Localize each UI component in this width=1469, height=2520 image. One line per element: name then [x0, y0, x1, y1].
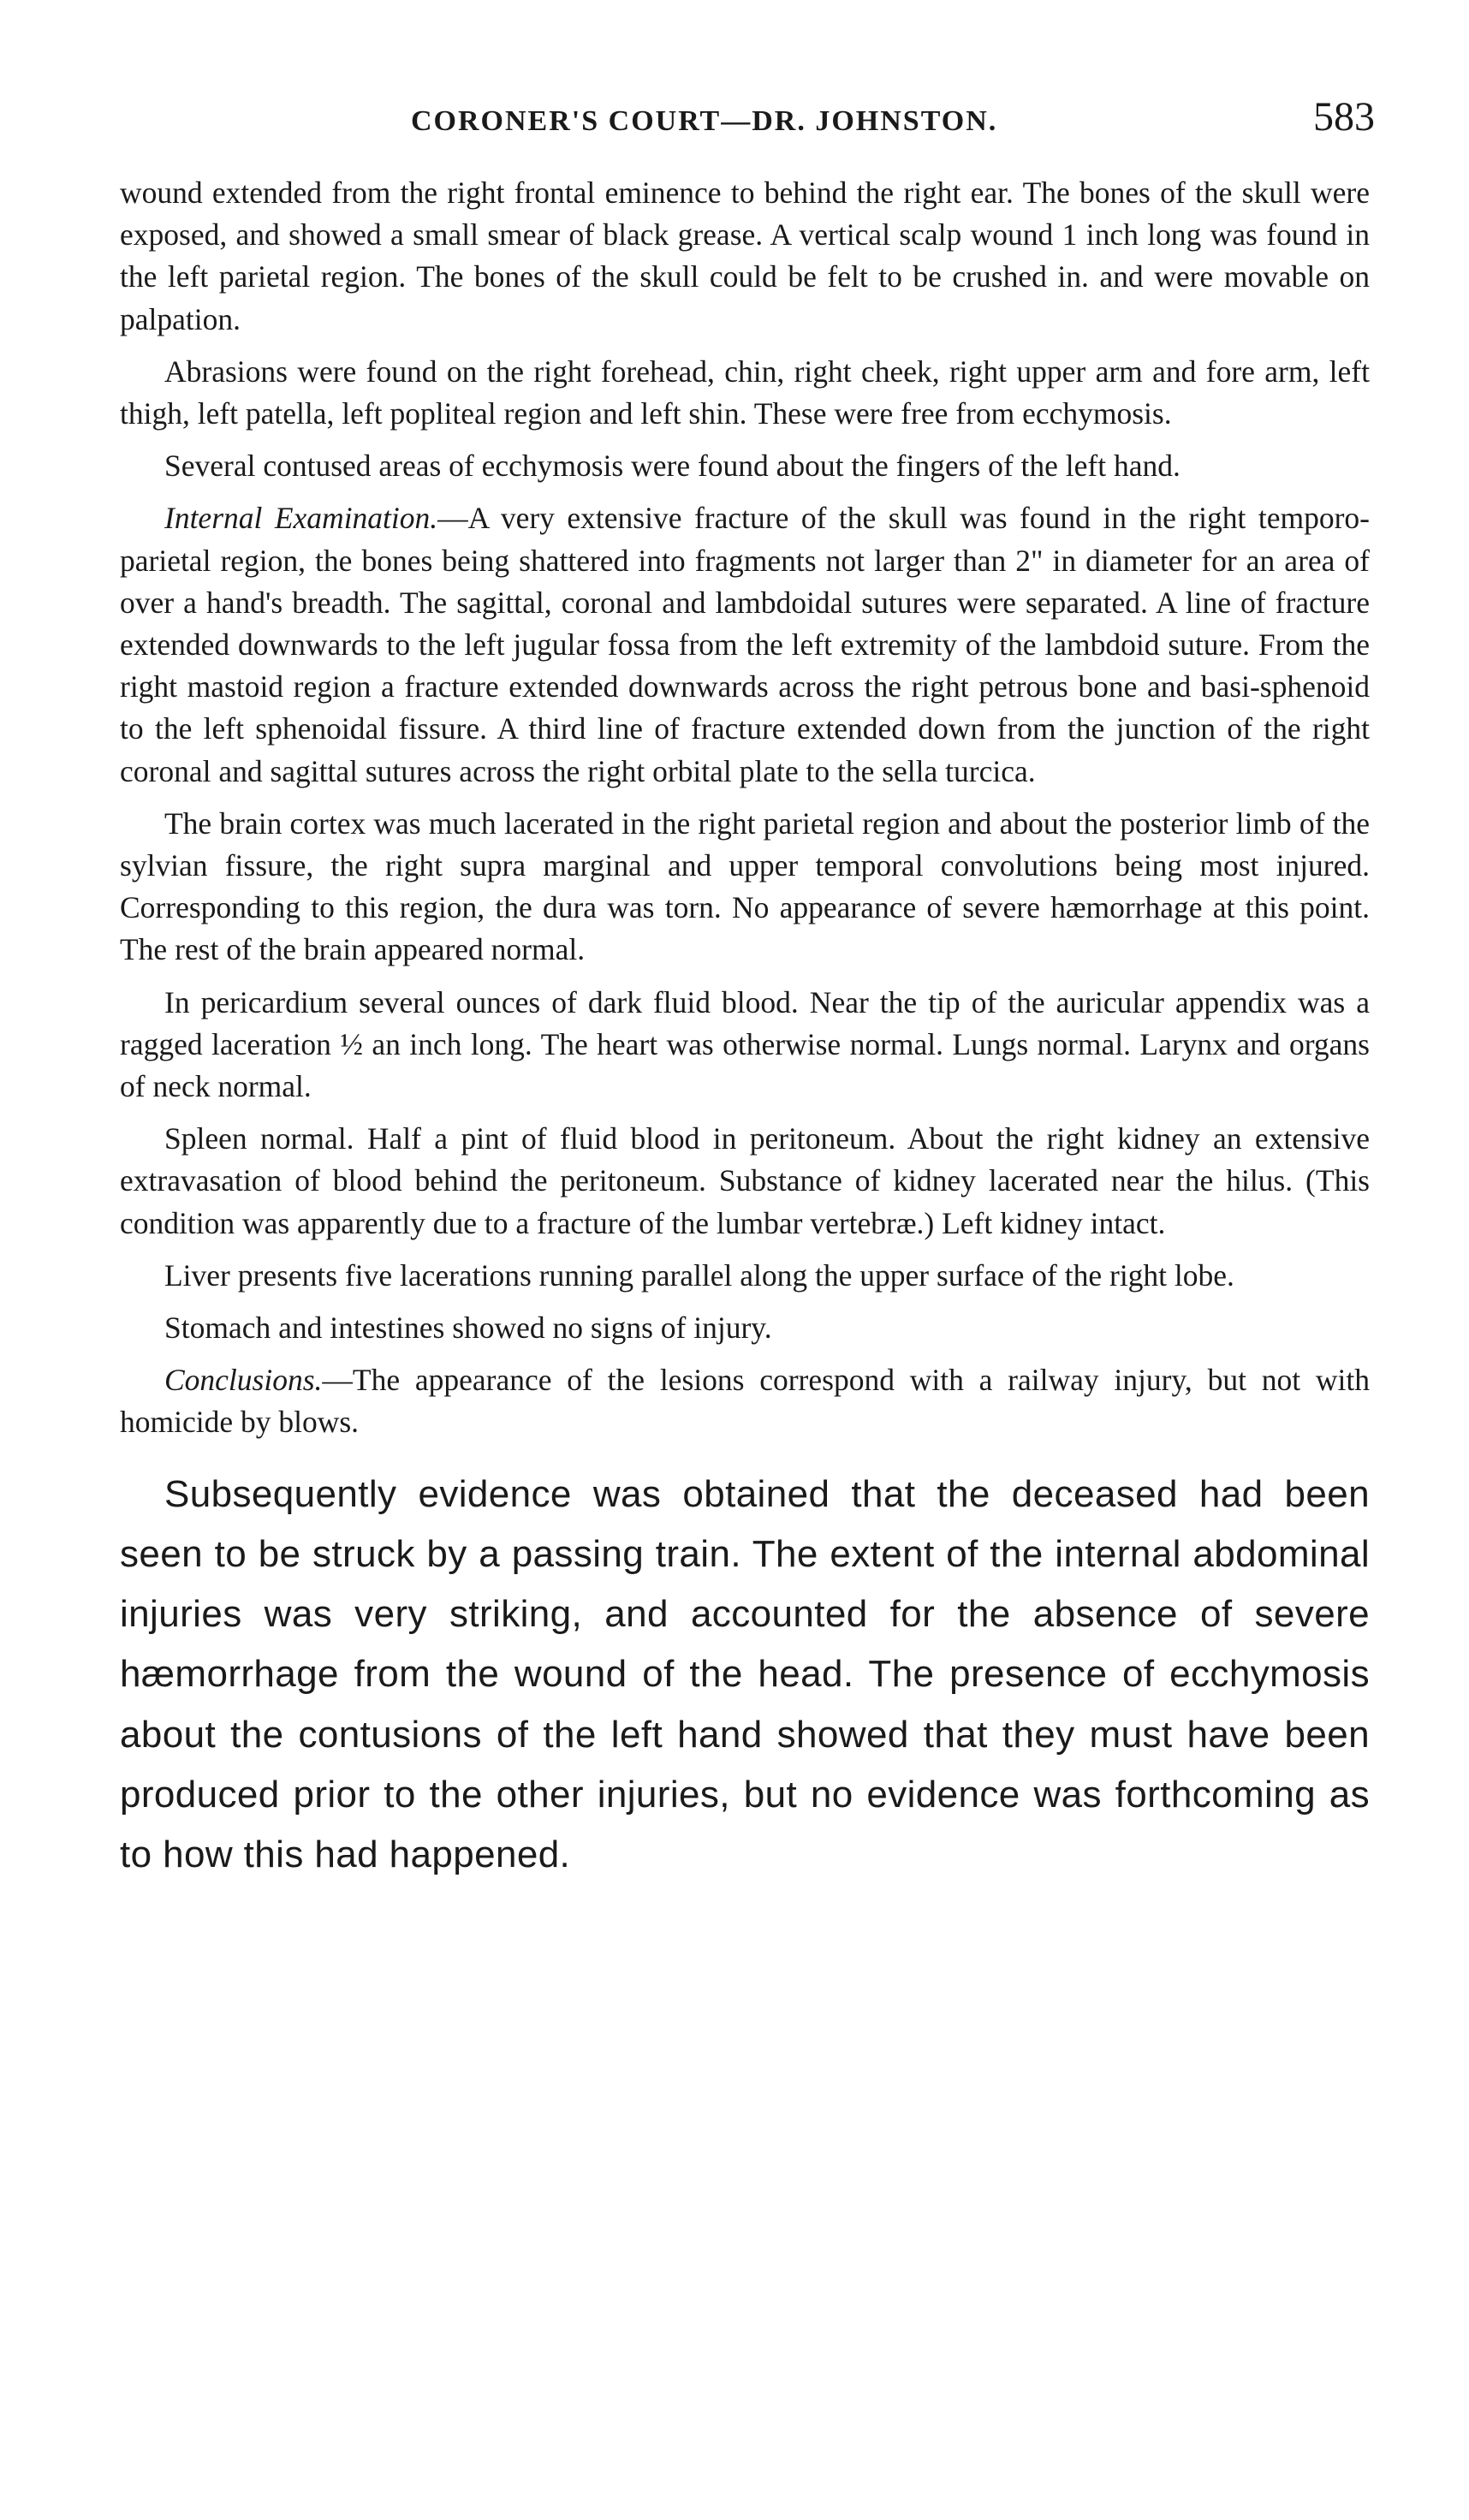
autopsy-report: [120, 172, 1370, 1444]
report-paragraph-contusions: Several contused areas of ecchymosis were found about the fingers of the left hand.: [164, 449, 1181, 484]
book-page: [120, 81, 1375, 1885]
commentary-paragraph: Subsequently evidence was obtained that the deceased had been seen to be struck by a passing train. The extent of the internal abdominal injuries was very striking, and accounted for the absence of severe hæmorrhage from the wound of the head. The presence of ecchymosis about the contusions of the left hand showed that they must have been produced prior to the other injuries, but no evidence was forthcoming as to how this had happened.: [120, 1472, 1370, 1875]
internal-examination-heading: Internal Examination.: [164, 501, 438, 536]
report-paragraph-brain: The brain cortex was much lacerated in the right parietal region and about the posterior limb of the sylvian fissure, the right supra marginal and upper temporal convolutions being most injured. Corresponding to this region, the dura was torn. No appearance of severe hæmorrhage at this point. The rest of the brain appeared normal.: [120, 805, 1370, 967]
conclusions-text: —The appearance of the lesions correspond with a railway injury, but not with homicide by blows.: [120, 1363, 1370, 1440]
commentary: [120, 1465, 1370, 1885]
report-paragraph-abrasions: Abrasions were found on the right forehead, chin, right cheek, right upper arm and fore arm, left thigh, left patella, left popliteal region and left shin. These were free from ecchymosis.: [120, 354, 1370, 431]
report-paragraph-wound: wound extended from the right frontal eminence to behind the right ear. The bones of the skull were exposed, and showed a small smear of black grease. A vertical scalp wound 1 inch long was found in the left parietal region. The bones of the skull could be felt to be crushed in. and were movable on palpation.: [120, 175, 1370, 336]
report-paragraph-pericardium: In pericardium several ounces of dark fluid blood. Near the tip of the auricular appendix was a ragged laceration ½ an inch long. The heart was otherwise normal. Lungs normal. Larynx and organs of neck normal.: [120, 984, 1370, 1104]
report-paragraph-internal-examination: [120, 497, 1370, 792]
running-head: [120, 81, 1375, 141]
report-paragraph-spleen: Spleen normal. Half a pint of fluid blood in peritoneum. About the right kidney an extensive extravasation of blood behind the peritoneum. Substance of kidney lacerated near the hilus. (This condition was apparently due to a fracture of the lumbar vertebræ.) Left kidney intact.: [120, 1121, 1370, 1240]
report-paragraph-liver: Liver presents five lacerations running parallel along the upper surface of the right lobe.: [164, 1257, 1234, 1293]
running-title: CORONER'S COURT—DR. JOHNSTON.: [411, 105, 998, 137]
page-number: 583: [1313, 94, 1375, 140]
report-paragraph-conclusions: [120, 1359, 1370, 1443]
conclusions-heading: Conclusions.: [164, 1363, 323, 1398]
report-paragraph-stomach: Stomach and intestines showed no signs of injury.: [164, 1311, 772, 1346]
internal-examination-text: —A very extensive fracture of the skull was found in the right temporo-parietal region, the bones being shattered into fragments not larger than 2" in diameter for an area of over a hand's breadth. The sagittal, coronal and lambdoidal sutures were separated. A line of fracture extended downwards to the left jugular fossa from the left extremity of the lambdoid suture. From the right mastoid region a fracture extended downwards across the right petrous bone and basi-sphenoid to the left sphenoidal fissure. A third line of fracture extended down from the junction of the right coronal and sagittal sutures across the right orbital plate to the sella turcica.: [120, 501, 1370, 788]
